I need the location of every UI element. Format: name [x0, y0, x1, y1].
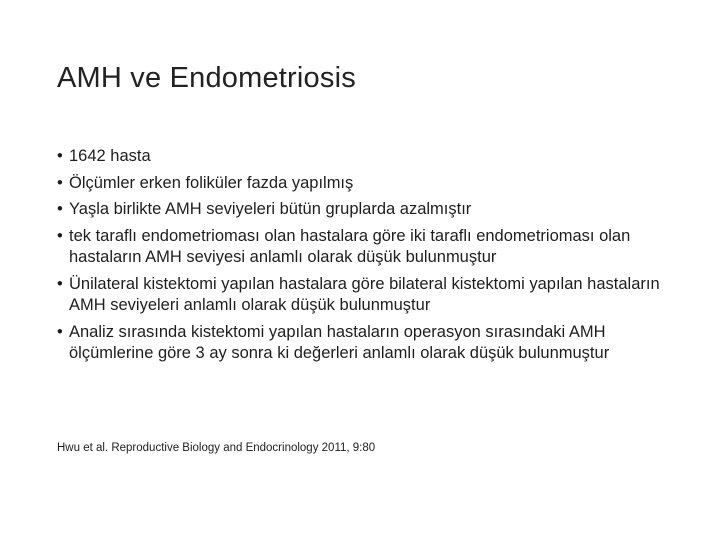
bullet-text: tek taraflı endometrioması olan hastalara göre iki taraflı endometrioması olan hastaların AMH seviyesi anlamlı olarak düşük bulunmuştur	[69, 226, 631, 266]
bullet-marker: •	[57, 173, 63, 192]
bullet-item	[57, 274, 677, 317]
slide-title: AMH ve Endometriosis	[57, 62, 356, 94]
bullet-marker: •	[57, 274, 63, 293]
bullet-item	[57, 226, 677, 269]
bullet-marker: •	[57, 322, 63, 341]
bullet-marker: •	[57, 147, 63, 165]
bullet-item	[57, 146, 677, 168]
bullet-text: Yaşla birlikte AMH seviyeleri bütün gruplarda azalmıştır	[69, 200, 472, 218]
bullet-text: Analiz sırasında kistektomi yapılan hastaların operasyon sırasındaki AMH ölçümlerine göre 3 ay sonra ki değerleri anlamlı olarak düşük bulunmuştur	[69, 322, 610, 362]
bullet-marker: •	[57, 226, 63, 245]
bullet-item	[57, 199, 677, 221]
bullet-item	[57, 322, 677, 365]
bullet-marker: •	[57, 200, 63, 218]
bullet-text: Ölçümler erken foliküler fazda yapılmış	[69, 173, 354, 192]
bullet-text: 1642 hasta	[69, 147, 151, 165]
bullet-list	[57, 146, 677, 370]
bullet-text: Ünilateral kistektomi yapılan hastalara göre bilateral kistektomi yapılan hastaların AMH seviyeleri anlamlı olarak düşük bulunmuştur	[69, 274, 660, 314]
citation: Hwu et al. Reproductive Biology and Endocrinology 2011, 9:80	[57, 442, 376, 454]
bullet-item	[57, 173, 677, 195]
